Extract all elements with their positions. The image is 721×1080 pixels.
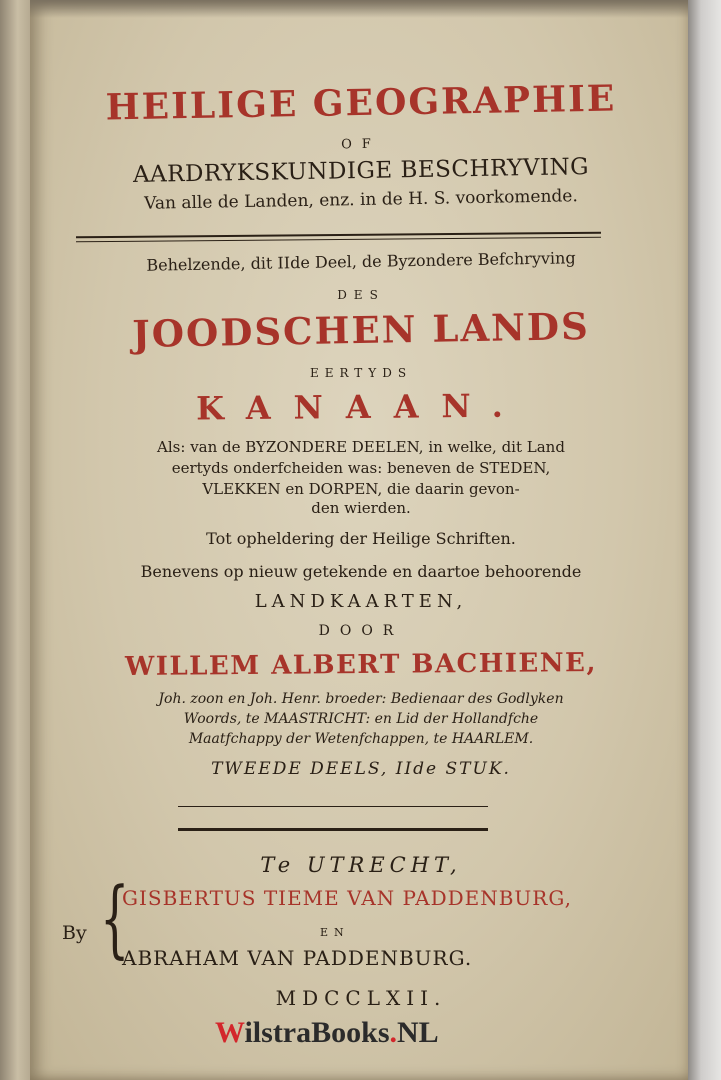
des-word: DES bbox=[337, 288, 385, 302]
publication-year: MDCCLXII. bbox=[275, 986, 447, 1010]
left-page-edge bbox=[0, 0, 32, 1080]
en-word: EN bbox=[320, 926, 350, 939]
brace-icon: { bbox=[100, 869, 130, 967]
watermark-middle: ilstraBooks bbox=[244, 1016, 390, 1049]
te-utrecht: Te UTRECHT, bbox=[260, 853, 462, 877]
behelzende-line: Behelzende, dit IIde Deel, de Byzondere Befchryving bbox=[146, 248, 576, 275]
description-line-1: Als: van de BYZONDERE DEELEN, in welke, dit Land bbox=[157, 438, 565, 456]
by-word: By bbox=[62, 922, 87, 944]
publisher-2: ABRAHAM VAN PADDENBURG. bbox=[122, 946, 473, 970]
landkaarten: LANDKAARTEN, bbox=[254, 591, 468, 612]
author-name: WILLEM ALBERT BACHIENE, bbox=[124, 647, 598, 683]
divider-rule-thin bbox=[178, 806, 488, 807]
author-line-3: Maatfchappy der Wetenfchappen, te HAARLEM. bbox=[188, 731, 534, 747]
background-right bbox=[688, 0, 721, 1080]
watermark-w: W bbox=[215, 1016, 245, 1049]
publisher-1: GISBERTUS TIEME VAN PADDENBURG, bbox=[122, 886, 572, 910]
description-line-4: den wierden. bbox=[311, 499, 411, 517]
main-title: HEILIGE GEOGRAPHIE bbox=[105, 77, 617, 129]
watermark-dot: . bbox=[389, 1016, 397, 1049]
eertyds-word: EERTYDS bbox=[309, 366, 413, 380]
subtitle: AARDRYKSKUNDIGE BESCHRYVING bbox=[132, 154, 590, 188]
tot-opheldering: Tot opheldering der Heilige Schriften. bbox=[206, 529, 516, 548]
kanaan-title: KANAAN. bbox=[196, 386, 526, 428]
divider-rule-thick bbox=[178, 828, 488, 831]
left-page-marks bbox=[2, 300, 16, 500]
description-line-2: eertyds onderfcheiden was: beneven de STEDEN, bbox=[171, 459, 551, 477]
author-line-2: Woords, te MAASTRICHT: en Lid der Hollandfche bbox=[183, 711, 539, 727]
author-line-1: Joh. zoon en Joh. Henr. broeder: Bedienaar des Godlyken bbox=[158, 691, 564, 707]
description-line-3: VLEKKEN en DORPEN, die daarin gevon- bbox=[202, 480, 520, 498]
door-word: DOOR bbox=[318, 623, 404, 639]
watermark bbox=[215, 1016, 439, 1050]
joodschen-lands: JOODSCHEN LANDS bbox=[131, 304, 591, 356]
benevens-line: Benevens op nieuw getekende en daartoe behoorende bbox=[140, 562, 582, 581]
subtitle-2: Van alle de Landen, enz. in de H. S. voorkomende. bbox=[143, 186, 578, 214]
page-top-shadow bbox=[30, 0, 692, 18]
of-word: OF bbox=[341, 136, 381, 153]
tweede-deels: TWEEDE DEELS, IIde STUK. bbox=[211, 759, 511, 779]
watermark-tld: NL bbox=[397, 1016, 439, 1049]
